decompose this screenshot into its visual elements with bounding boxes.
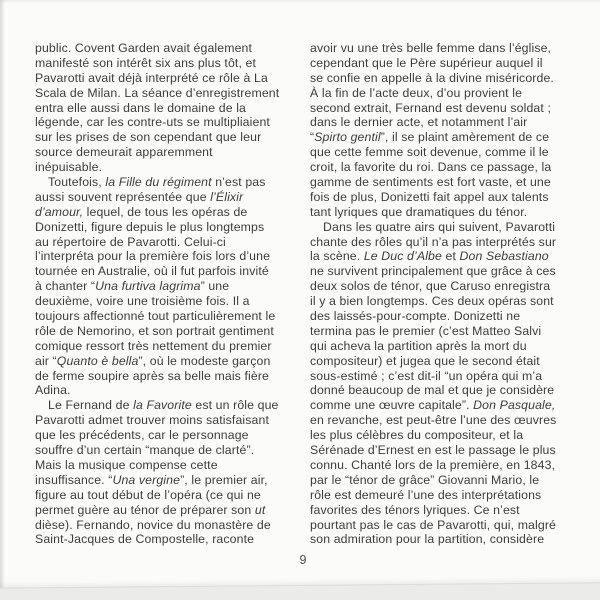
- text-line: [35, 428, 279, 443]
- text-line: [35, 354, 279, 369]
- text-line: [310, 86, 556, 101]
- text-segment: ”, où le modeste garçon: [138, 353, 271, 368]
- text-line: [310, 145, 556, 160]
- text-line: [310, 339, 556, 354]
- scan-top-edge: [0, 0, 600, 4]
- text-segment: à chanter “: [35, 279, 96, 294]
- scan-left-edge: [0, 0, 5, 600]
- text-segment: dièse). Fernando, novice du monastère de: [35, 517, 271, 532]
- text-line: [35, 175, 279, 190]
- text-segment: Scala de Milan. La séance d’enregistrement: [35, 85, 280, 100]
- italic-text-segment: d’amour,: [35, 204, 84, 219]
- text-line: [35, 458, 279, 473]
- text-line: [35, 532, 279, 547]
- text-line: [35, 294, 279, 309]
- text-line: [35, 279, 279, 294]
- italic-text-segment: Una vergine: [112, 472, 181, 487]
- text-segment: tant lyriques que dramatiques du ténor.: [310, 204, 528, 219]
- text-segment: de ferme soupire après sa belle mais fière: [35, 368, 270, 383]
- italic-text-segment: ut: [254, 502, 266, 517]
- text-segment: n’est pas: [211, 175, 266, 190]
- text-segment: deux solos de ténor, que Caruso enregistra: [310, 279, 551, 294]
- text-segment: est un rôle que: [191, 398, 279, 413]
- text-line: [310, 190, 556, 205]
- text-line: [35, 488, 279, 503]
- text-line: [310, 130, 556, 145]
- text-line: [35, 41, 279, 56]
- text-segment: ne survivent principalement que grâce à ces: [310, 264, 556, 279]
- text-line: [35, 56, 279, 71]
- text-segment: les plus célèbres du compositeur, et la: [310, 428, 524, 443]
- text-segment: Pavarotti admet trouver moins satisfaisant: [35, 413, 269, 428]
- text-line: [310, 488, 556, 503]
- text-segment: la scène.: [310, 249, 364, 264]
- text-segment: Toutefois,: [48, 175, 106, 190]
- text-line: [310, 115, 556, 130]
- text-segment: ”, il se plaint amèrement de ce: [380, 130, 550, 145]
- text-line: [310, 428, 556, 443]
- text-line: [35, 71, 279, 86]
- italic-text-segment: Spirto gentil: [314, 130, 381, 145]
- text-segment: en revanche, est peut-être l’une des œuvres: [310, 413, 557, 428]
- italic-text-segment: Don Pasquale,: [473, 398, 556, 413]
- text-segment: deuxième, voire une troisième fois. Il a: [35, 294, 250, 309]
- italic-text-segment: Le Duc d’Albe: [363, 249, 442, 264]
- text-line: [310, 443, 556, 458]
- italic-text-segment: Don Sebastiano: [459, 249, 549, 264]
- text-segment: second extrait, Fernand est devenu soldat ;: [310, 100, 551, 115]
- text-segment: Sérénade d’Ernest en est le passage le plus: [310, 443, 556, 458]
- text-segment: Adina.: [35, 383, 71, 398]
- text-segment: ” une: [200, 279, 230, 294]
- text-segment: avoir vu une très belle femme dans l’église,: [310, 41, 552, 55]
- text-segment: que les précédents, car le personnage: [35, 428, 249, 443]
- text-line: [35, 235, 279, 250]
- text-column-left: [35, 41, 279, 547]
- text-segment: Le Fernand de: [48, 398, 134, 413]
- text-segment: rôle de Nemorino, et son portrait gentiment: [35, 323, 274, 338]
- text-segment: ”, le premier air,: [180, 472, 268, 487]
- text-segment: lequel, de tous les opéras de: [83, 204, 248, 219]
- text-line: [35, 443, 279, 458]
- text-segment: connu. Chanté lors de la première, en 1843,: [310, 457, 556, 472]
- text-segment: À la fin de l’acte deux, d’ou provient le: [310, 85, 523, 100]
- text-segment: gamme de sentiments est fort vaste, et une: [310, 175, 551, 190]
- text-segment: compositeur) et jugea que le second était: [310, 353, 540, 368]
- text-line: [35, 220, 279, 235]
- text-line: [35, 205, 279, 220]
- text-line: [310, 41, 556, 56]
- text-line: [310, 458, 556, 473]
- text-segment: Mais la musique compense cette: [35, 457, 218, 472]
- text-segment: pourtant pas le cas de Pavarotti, qui, malgré: [310, 517, 557, 532]
- text-segment: favorites des ténors lyriques. Ce n’est: [310, 502, 520, 517]
- text-segment: et: [441, 249, 460, 264]
- text-line: [310, 264, 556, 279]
- text-segment: entra elle aussi dans le domaine de la: [35, 100, 247, 115]
- text-segment: toujours affectionné tout particulièrement le: [35, 309, 276, 324]
- text-segment: termina pas le premier (c’est Matteo Salvi: [310, 323, 542, 338]
- text-line: [310, 354, 556, 369]
- italic-text-segment: Quanto è bella: [56, 353, 139, 368]
- text-segment: fois de plus, Donizetti fait appel aux talents: [310, 189, 549, 204]
- text-segment: qui acheva la partition après la mort du: [310, 338, 527, 353]
- text-line: [35, 145, 279, 160]
- scan-bottom-edge: [0, 582, 600, 600]
- text-segment: que cette femme soit devenue, comme il le: [310, 145, 549, 160]
- text-line: [35, 130, 279, 145]
- text-segment: son admiration pour la partition, considère: [310, 532, 545, 547]
- text-segment: se confie en appelle à la divine miséricorde.: [310, 70, 554, 85]
- text-line: [35, 101, 279, 116]
- text-line: [35, 413, 279, 428]
- page-number: 9: [299, 553, 307, 567]
- text-line: [310, 294, 556, 309]
- italic-text-segment: la Fille du régiment: [105, 175, 212, 190]
- text-line: [35, 309, 279, 324]
- text-segment: souffre d’un certain “manque de clarté”.: [35, 443, 255, 458]
- text-line: [310, 56, 556, 71]
- text-line: [310, 249, 556, 264]
- text-segment: “: [310, 130, 315, 145]
- text-line: [35, 503, 279, 518]
- text-line: [310, 398, 556, 413]
- text-line: [310, 101, 556, 116]
- italic-text-segment: Una furtiva lagrima: [95, 279, 201, 294]
- text-column-right: [310, 41, 556, 547]
- text-line: [310, 324, 556, 339]
- text-segment: dans le dernier acte, et notamment l’air: [310, 115, 528, 130]
- text-segment: figure au tout début de l’opéra (ce qui ne: [35, 487, 261, 502]
- text-segment: par le “ténor de grâce” Giovanni Mario, le: [310, 472, 540, 487]
- text-segment: Dans les quatre airs qui suivent, Pavarotti: [323, 219, 556, 234]
- text-line: [35, 369, 279, 384]
- text-segment: chante des rôles qu’il n’a pas interprétés sur: [310, 234, 557, 249]
- text-line: [35, 160, 279, 175]
- text-line: [310, 205, 556, 220]
- text-segment: rôle est demeuré l’une des interprétations: [310, 487, 542, 502]
- text-line: [310, 503, 556, 518]
- text-line: [310, 413, 556, 428]
- text-segment: l’interpréta pour la première fois lors d’une: [35, 249, 271, 264]
- italic-text-segment: l’Élixir: [210, 189, 244, 204]
- text-segment: insuffisance. “: [35, 472, 113, 487]
- text-line: [310, 279, 556, 294]
- text-segment: permet guère au ténor de préparer son: [35, 502, 255, 517]
- text-segment: légende, car les contre-uts se multipliaient: [35, 115, 270, 130]
- text-segment: sur les prises de son cependant que leur: [35, 130, 262, 145]
- text-line: [310, 160, 556, 175]
- text-line: [310, 220, 556, 235]
- text-segment: croit, la favorite du roi. Dans ce passage, la: [310, 160, 552, 175]
- text-line: [310, 532, 556, 547]
- text-segment: donné beaucoup de mal et que je considère: [310, 383, 555, 398]
- text-segment: aussi souvent représentée que: [35, 189, 211, 204]
- text-segment: des laissés-pour-compte. Donizetti ne: [310, 309, 521, 324]
- text-line: [35, 264, 279, 279]
- text-segment: il y a bien longtemps. Ces deux opéras sont: [310, 294, 554, 309]
- text-line: [310, 309, 556, 324]
- text-line: [35, 383, 279, 398]
- text-line: [310, 235, 556, 250]
- text-line: [310, 518, 556, 533]
- italic-text-segment: la Favorite: [133, 398, 192, 413]
- text-segment: comique ressort très nettement du premier: [35, 338, 272, 353]
- text-line: [35, 398, 279, 413]
- text-line: [310, 175, 556, 190]
- text-line: [35, 249, 279, 264]
- text-line: [310, 71, 556, 86]
- text-segment: Saint-Jacques de Compostelle, raconte: [35, 532, 255, 547]
- text-line: [310, 383, 556, 398]
- text-line: [35, 115, 279, 130]
- text-segment: inépuisable.: [35, 160, 103, 175]
- text-segment: au répertoire de Pavarotti. Celui-ci: [35, 234, 226, 249]
- text-segment: air “: [35, 353, 57, 368]
- text-line: [35, 86, 279, 101]
- text-line: [310, 369, 556, 384]
- text-line: [35, 473, 279, 488]
- text-segment: public. Covent Garden avait également: [35, 41, 253, 55]
- text-line: [35, 518, 279, 533]
- text-segment: cependant que le Père supérieur auquel il: [310, 55, 543, 70]
- text-line: [35, 324, 279, 339]
- text-segment: tournée en Australie, où il fut parfois invité: [35, 264, 269, 279]
- text-segment: source demeurait apparemment: [35, 145, 213, 160]
- text-line: [35, 339, 279, 354]
- text-segment: sous-estimé ; c’est dit-il “un opéra qui m’a: [310, 368, 543, 383]
- text-line: [35, 190, 279, 205]
- text-segment: comme une œuvre capitale”.: [310, 398, 474, 413]
- text-segment: Donizetti, figure depuis le plus longtemps: [35, 219, 265, 234]
- text-segment: Pavarotti avait déjà interprété ce rôle à La: [35, 70, 268, 85]
- text-segment: manifesté son intérêt six ans plus tôt, et: [35, 55, 257, 70]
- text-line: [310, 473, 556, 488]
